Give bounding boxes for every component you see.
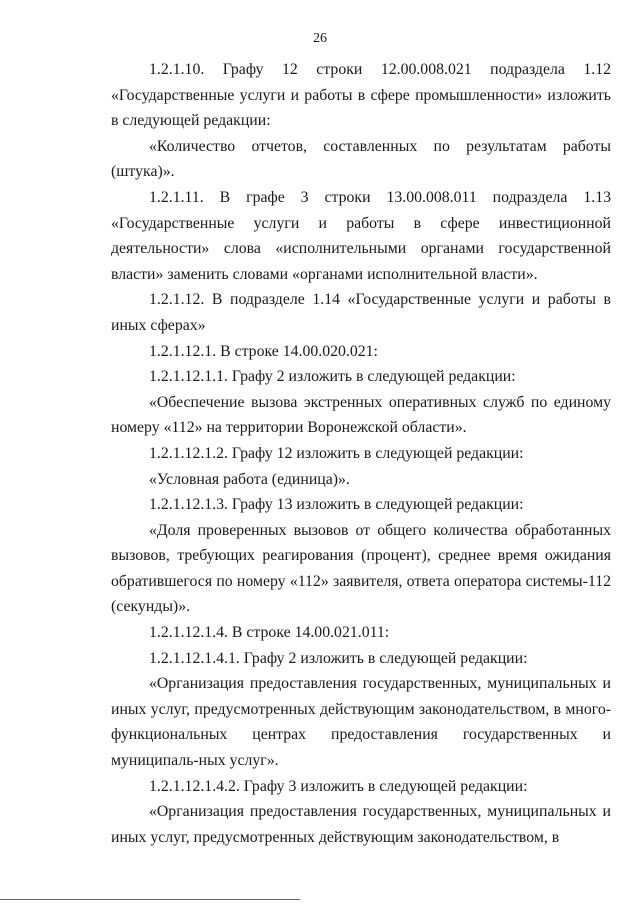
document-body	[111, 57, 611, 850]
page-number: 26	[313, 31, 327, 46]
paragraph-1-2-1-11: 1.2.1.11. В графе 3 строки 13.00.008.011 подраздела 1.13 «Государственные услуги и работы в сфере инвестиционной деятельности» слова «исполнительными органами государственной власти» заменить словами «органами исполнительной власти».	[111, 188, 611, 283]
quote-report-count: «Количество отчетов, составленных по результатам работы (штука)».	[111, 137, 611, 181]
quote-mfc-services: «Организация предоставления государственных, муниципальных и иных услуг, предусмотренных действующим законодательством, в много-функциональных центрах предоставления государственных и муниципаль-ных услуг».	[111, 675, 611, 770]
quote-conditional-work: «Условная работа (единица)».	[149, 470, 350, 488]
quote-services-continued: «Организация предоставления государственных, муниципальных и иных услуг, предусмотренных действующим законодательством, в	[111, 803, 611, 846]
paragraph-1-2-1-12-1-4-1: 1.2.1.12.1.4.1. Графу 2 изложить в следующей редакции:	[149, 649, 528, 667]
footer-rule	[0, 899, 300, 900]
quote-verified-calls: «Доля проверенных вызовов от общего количества обработанных вызовов, требующих реагирования (процент), среднее время ожидания обратившегося по номеру «112» заявителя, ответа оператора системы-112 (секунды)».	[111, 521, 611, 616]
paragraph-1-2-1-12-1: 1.2.1.12.1. В строке 14.00.020.021:	[149, 342, 378, 360]
quote-emergency-112: «Обеспечение вызова экстренных оперативных служб по единому номеру «112» на территории Воронежской области».	[111, 393, 611, 437]
paragraph-1-2-1-12-1-3: 1.2.1.12.1.3. Графу 13 изложить в следующей редакции:	[149, 496, 524, 514]
paragraph-1-2-1-12-1-2: 1.2.1.12.1.2. Графу 12 изложить в следующей редакции:	[149, 444, 524, 462]
paragraph-1-2-1-12-1-4: 1.2.1.12.1.4. В строке 14.00.021.011:	[149, 624, 390, 642]
paragraph-1-2-1-12-1-4-2: 1.2.1.12.1.4.2. Графу 3 изложить в следующей редакции:	[149, 777, 528, 795]
paragraph-1-2-1-12-1-1: 1.2.1.12.1.1. Графу 2 изложить в следующей редакции:	[149, 368, 516, 386]
paragraph-1-2-1-10: 1.2.1.10. Графу 12 строки 12.00.008.021 подраздела 1.12 «Государственные услуги и работы в сфере промышленности» изложить в следующей редакции:	[111, 61, 611, 130]
paragraph-1-2-1-12: 1.2.1.12. В подразделе 1.14 «Государственные услуги и работы в иных сферах»	[111, 291, 611, 334]
